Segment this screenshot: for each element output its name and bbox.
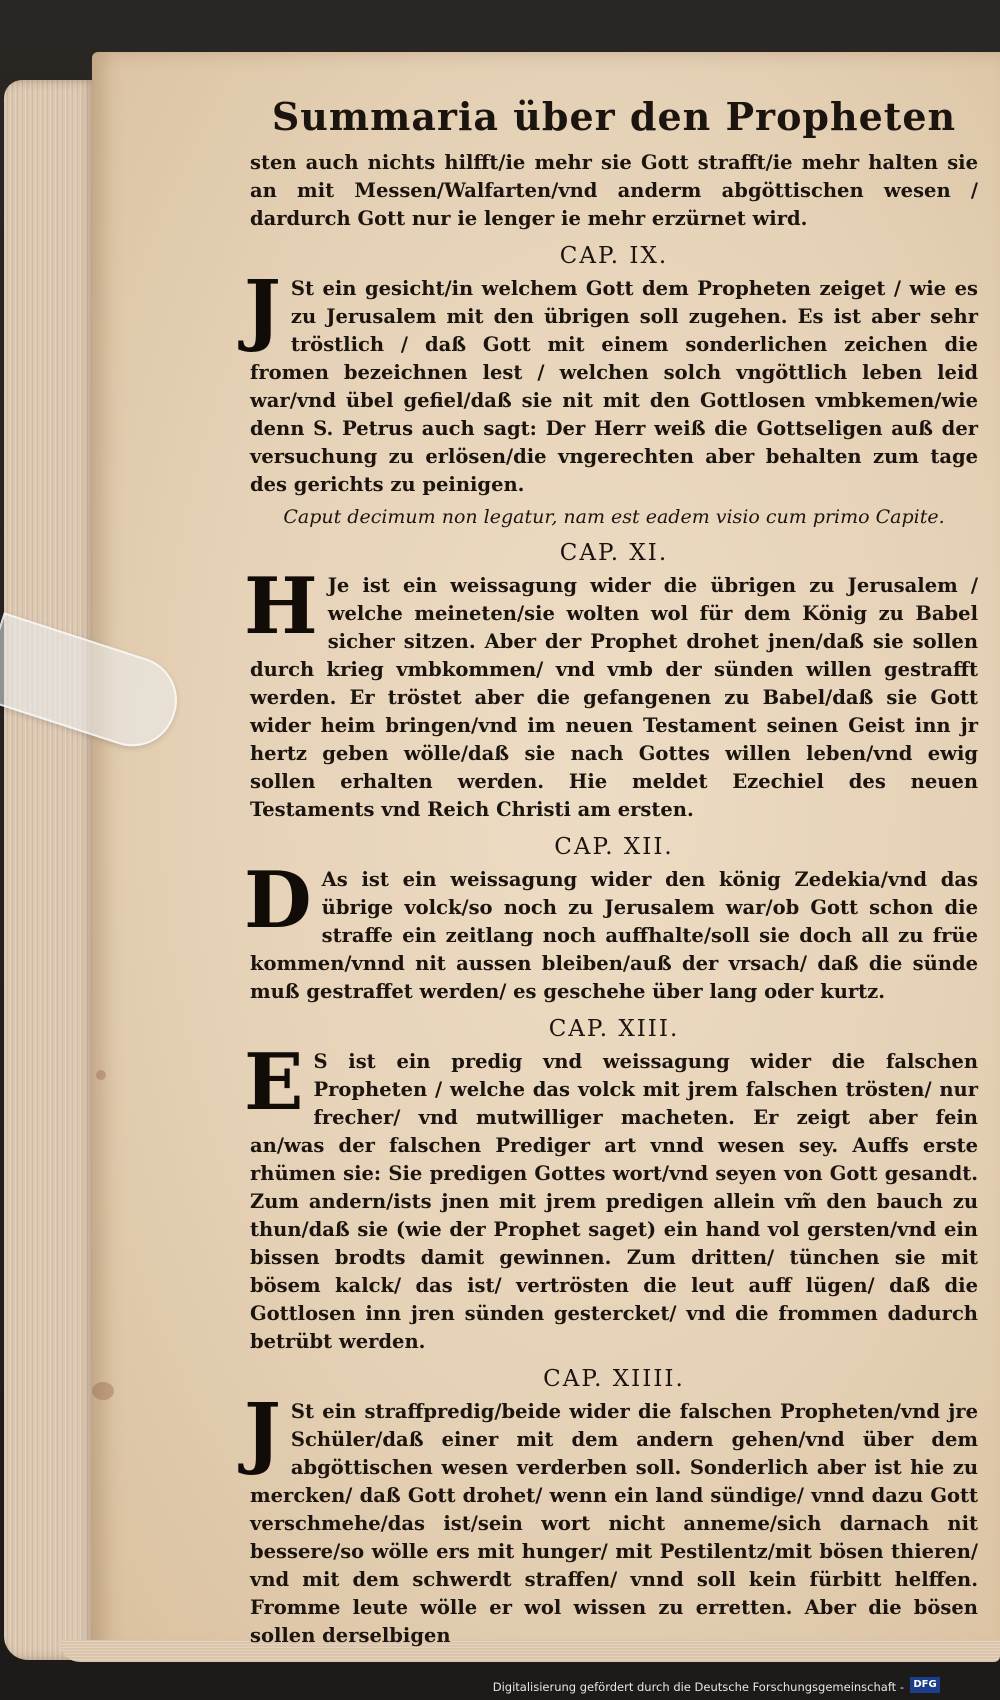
- book-fore-edge: [4, 80, 96, 1660]
- chapter-summary: [244, 1387, 978, 1650]
- dfg-logo: DFG: [910, 1677, 940, 1693]
- chapter-heading: CAP. IX.: [559, 243, 669, 269]
- chapter-summary-text: S ist ein predig vnd weissagung wider die falschen Propheten / welche das volck mit jrem falschen trösten/ nur frecher/ vnd mutwilliger macheten. Er zeigt aber fein an/was der falschen Prediger art vnnd wesen sey. Auffs erste rhümen sie: Sie predigen Gottes wort/vnd seyen von Gott gesandt. Zum andern/ists jnen mit jrem predigen allein vm̃ den bauch zu thun/daß sie (wie der Prophet saget) ein hand vol gersten/vnd ein bissen brodts damit gewinnen. Zum dritten/ tünchen sie mit bösem kalck/ das ist/ vertrösten die leut auff lügen/ daß die Gottlosen inn jren sünden gestercket/ vnd die frommen dadurch betrübt werden.: [250, 1050, 978, 1353]
- chapter-heading: CAP. XIII.: [548, 1016, 680, 1042]
- running-head: Summaria über den Propheten: [271, 94, 957, 139]
- chapter-summary: [244, 1037, 978, 1356]
- stain-mark: [96, 1070, 106, 1080]
- drop-capital: J: [244, 264, 281, 355]
- chapter-summary-text: As ist ein weissagung wider den könig Zedekia/vnd das übrige volck/so noch zu Jerusalem war/ob Gott schon die straffe ein zeitlang noch auffhalte/soll sie doch all zu früe kommen/vnnd nit aussen bleiben/auß der vrsach/ daß die sünde muß gestraffet werden/ es geschehe über lang oder kurtz.: [250, 868, 978, 1003]
- intro-paragraph: sten auch nichts hilfft/ie mehr sie Gott strafft/ie mehr halten sie an mit Messen/Walfarten/vnd anderm abgöttischen wesen / dardurch Gott nur ie lenger ie mehr erzürnet wird.: [250, 151, 978, 230]
- chapter-summary: [244, 855, 978, 1006]
- drop-capital: J: [244, 1387, 281, 1478]
- chapter-summary: [244, 264, 978, 499]
- drop-capital: D: [244, 855, 312, 946]
- page-text-block: [244, 94, 978, 1650]
- stain-mark: [92, 1382, 114, 1400]
- drop-capital: E: [244, 1037, 304, 1128]
- chapter-heading: CAP. XII.: [554, 834, 674, 860]
- chapter-summary: [244, 561, 978, 824]
- chapter-heading: CAP. XIIII.: [543, 1366, 685, 1392]
- drop-capital: H: [244, 561, 318, 652]
- chapter-summary-text: St ein straffpredig/beide wider die falschen Propheten/vnd jre Schüler/daß einer mit dem andern gehen/vnd über dem abgöttischen wesen verderben soll. Sonderlich aber ist hie zu mercken/ daß Gott drohet/ wenn ein land sündige/ vnnd dazu Gott verschmehe/das ist/sein wort nicht anneme/sich darnach nit bessere/so wölle ers mit hunger/ mit Pestilentz/mit bösen thieren/ vnd mit dem schwerdt straffen/ vnnd soll kein fürbitt helffen. Fromme leute wölle er wol wissen zu erretten. Aber die bösen sollen derselbigen: [250, 1400, 978, 1647]
- latin-note: Caput decimum non legatur, nam est eadem visio cum primo Capite.: [283, 506, 945, 528]
- chapter-summary-text: St ein gesicht/in welchem Gott dem Propheten zeiget / wie es zu Jerusalem mit den übrigen soll zugehen. Es ist aber sehr tröstlich / daß Gott mit einem sonderlichen zeichen die fromen bezeichnen lest / welchen solch vngöttlich leben leid war/vnd übel gefiel/daß sie nit mit den Gottlosen vmbkemen/wie denn S. Petrus auch sagt: Der Herr weiß die Gottseligen auß der versuchung zu erlösen/die vngerechten aber behalten zum tage des gerichts zu peinigen.: [250, 277, 978, 496]
- chapter-summary-text: Je ist ein weissagung wider die übrigen zu Jerusalem / welche meineten/sie wolten wol für dem König zu Babel sicher sitzen. Aber der Prophet drohet jnen/daß sie sollen durch krieg vmbkommen/ vnd vmb der sünden willen gestrafft werden. Er tröstet aber die gefangenen zu Babel/daß sie Gott wider heim bringen/vnd im neuen Testament seinen Geist inn jr hertz geben wölle/daß sie nach Gottes willen leben/vnd ewig sollen erhalten werden. Hie meldet Ezechiel des neuen Testaments vnd Reich Christi am ersten.: [250, 574, 978, 821]
- digitization-credit: Digitalisierung gefördert durch die Deutsche Forschungsgemeinschaft -: [492, 1680, 904, 1694]
- chapter-heading: CAP. XI.: [559, 540, 669, 566]
